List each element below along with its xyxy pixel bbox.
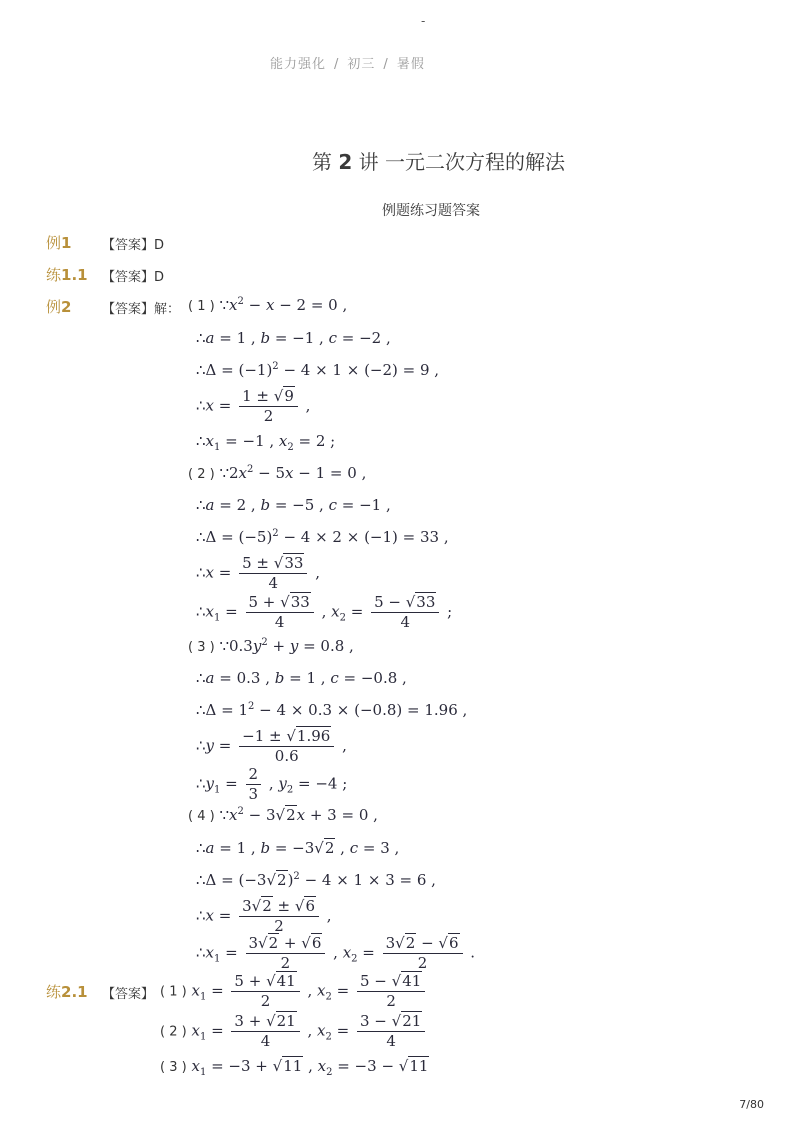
label-cn: 例	[46, 298, 62, 316]
answer-value: D	[154, 238, 165, 253]
part-label: ( 2 )	[160, 1024, 187, 1040]
title-text: 讲 一元二次方程的解法	[358, 150, 565, 174]
eq-line: ( 3 ) $\because 0.3y^2 + y = 0.8$ ,	[188, 637, 354, 655]
title-number: 2	[338, 150, 353, 174]
breadcrumb-item: 初三	[347, 57, 376, 72]
page-title	[312, 146, 565, 175]
header-dash: -	[421, 14, 426, 28]
eq-line: ∴Δ = $1^2 - 4 \times 0.3 \times (-0.8) = 1.96$ ,	[196, 701, 468, 719]
page-number: 7/80	[739, 1098, 764, 1111]
label-num: 2.1	[61, 983, 88, 1001]
eq-line: ( 1 ) $x_1$ = $\frac{5 + √41}{2}$ , $x_2$ = $\frac{5 - √41}{2}$	[160, 973, 428, 1010]
answer-tag: 【答案】	[102, 238, 155, 253]
eq-line: ∴x = $\frac{5 \pm √33}{4}$ ,	[196, 554, 320, 592]
label-ex1	[46, 232, 71, 253]
answer-tag: 【答案】	[102, 987, 155, 1002]
answer-pr11	[102, 266, 164, 285]
eq-line: $\therefore x_1$ = $\frac{3√2 + √6}{2}$ , $x_2$ = $\frac{3√2 - √6}{2}$ .	[196, 934, 476, 972]
breadcrumb	[270, 53, 425, 72]
solution-label: 解：	[154, 302, 181, 317]
answer-value: D	[154, 270, 165, 285]
eq-line: ∴a = 1 , b = −3√2 , c = 3 ,	[196, 839, 400, 857]
part-label: ( 3 )	[188, 640, 215, 655]
breadcrumb-item: 暑假	[396, 57, 425, 72]
label-cn: 练	[46, 983, 62, 1001]
eq-line: $\therefore y_1$ = $\frac{2}{3}$ , $y_2 = -4$ ;	[196, 765, 348, 803]
part-label: ( 1 )	[160, 984, 187, 1000]
eq-line: ∴x = $\frac{3√2 \pm √6}{2}$ ,	[196, 897, 332, 935]
eq-line: ( 2 ) $x_1$ = $\frac{3 + √21}{4}$ , $x_2$ = $\frac{3 - √21}{4}$	[160, 1013, 428, 1050]
breadcrumb-sep: /	[334, 57, 340, 72]
eq-line: ∴Δ = $(-1)^2 - 4 \times 1 \times (-2) = 9$ ,	[196, 361, 440, 379]
answer-ex2	[102, 298, 180, 317]
label-num: 2	[61, 298, 72, 316]
label-ex2	[46, 296, 71, 317]
eq-line: ∴a = 0.3 , b = 1 , c = −0.8 ,	[196, 669, 407, 687]
eq-line: ( 1 ) $\because x^2 - x - 2 = 0$ ,	[188, 296, 348, 314]
eq-line: ∴y = $\frac{-1 \pm √1.96}{0.6}$ ,	[196, 727, 347, 765]
answer-tag: 【答案】	[102, 302, 155, 317]
eq-line: ∴Δ = $(-5)^2 - 4 \times 2 \times (-1) = 33$ ,	[196, 528, 449, 546]
label-pr21	[46, 981, 88, 1002]
eq-line: $\therefore x_1$ = $\frac{5 + √33}{4}$ , $x_2$ = $\frac{5 - √33}{4}$ ;	[196, 593, 453, 631]
eq-line: ( 3 ) $x_1 = -3 + √11$ , $x_2 = -3 - √11$	[160, 1057, 429, 1078]
part-label: ( 1 )	[188, 299, 215, 314]
label-num: 1	[61, 234, 72, 252]
answer-ex1	[102, 234, 164, 253]
eq-line: ( 2 ) $\because 2x^2 - 5x - 1 = 0$ ,	[188, 464, 367, 482]
breadcrumb-item: 能力强化	[270, 57, 327, 72]
part-label: ( 3 )	[160, 1060, 187, 1075]
answer-tag: 【答案】	[102, 270, 155, 285]
label-cn: 练	[46, 266, 62, 284]
eq-line: ( 4 ) $\because x^2 - 3√2x + 3 = 0$ ,	[188, 806, 378, 824]
breadcrumb-sep: /	[383, 57, 389, 72]
answer-pr21	[102, 983, 154, 1002]
eq-line: ∴x = $\frac{1 \pm √9}{2}$ ,	[196, 387, 311, 425]
eq-line: ∴a = 2 , b = −5 , c = −1 ,	[196, 496, 391, 514]
eq-line: ∴Δ = $(-3√2)^2 - 4 \times 1 \times 3 = 6$ ,	[196, 871, 436, 889]
part-label: ( 2 )	[188, 467, 215, 482]
label-cn: 例	[46, 234, 62, 252]
title-prefix: 第	[312, 150, 332, 174]
eq-line: ∴a = 1 , b = −1 , c = −2 ,	[196, 329, 391, 347]
subtitle: 例题练习题答案	[382, 203, 480, 219]
label-pr11	[46, 264, 88, 285]
part-label: ( 4 )	[188, 809, 215, 824]
eq-line: $\therefore x_1 = -1$ , $x_2 = 2$ ;	[196, 432, 336, 453]
label-num: 1.1	[61, 266, 88, 284]
